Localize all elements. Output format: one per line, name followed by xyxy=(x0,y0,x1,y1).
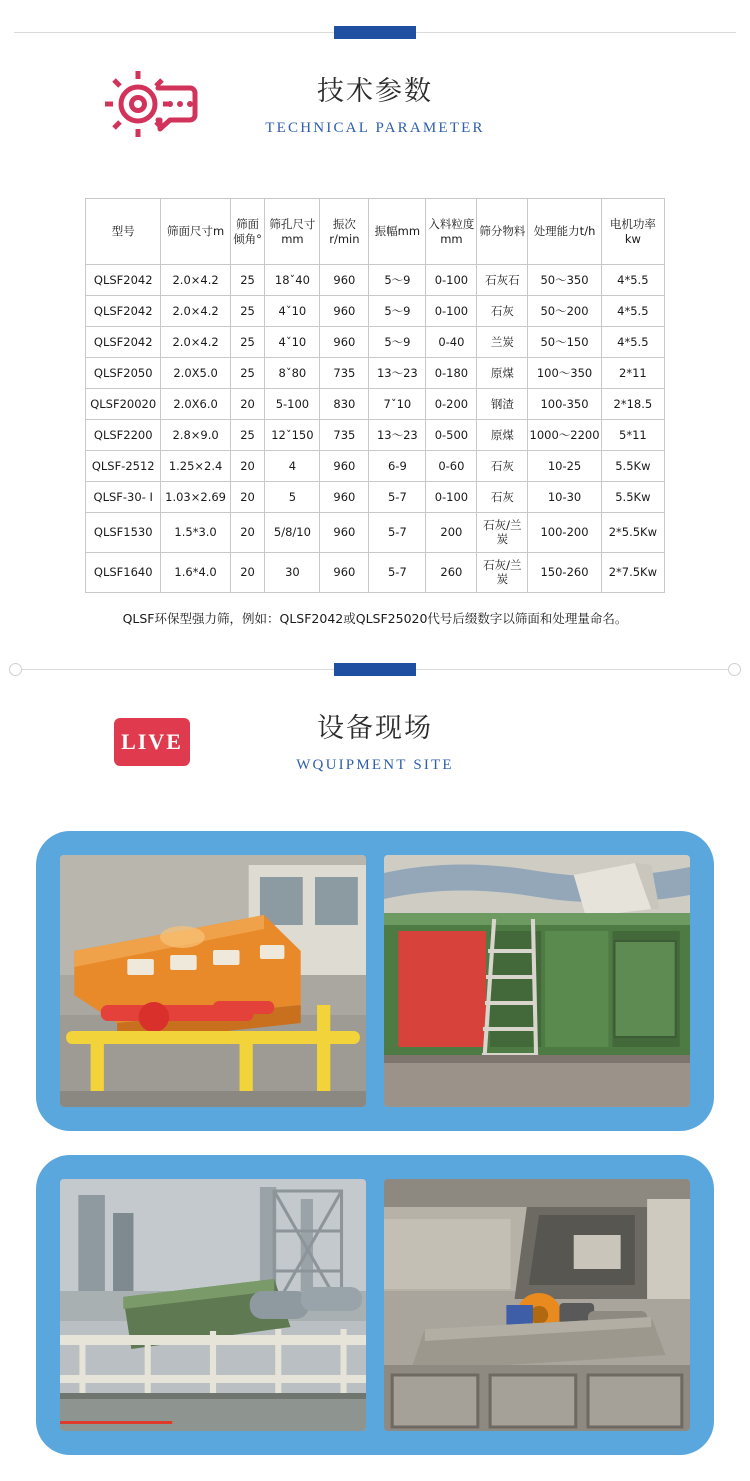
top-divider xyxy=(0,12,750,52)
cell: 石灰 xyxy=(477,482,528,513)
cell: 1.03×2.69 xyxy=(161,482,230,513)
cell: 20 xyxy=(230,552,265,592)
cell: 50～150 xyxy=(528,327,601,358)
cell: 0-60 xyxy=(426,451,477,482)
cell: QLSF2050 xyxy=(86,358,161,389)
cell: 钢渣 xyxy=(477,389,528,420)
cell: 2.0X6.0 xyxy=(161,389,230,420)
cell: 960 xyxy=(320,513,369,553)
col-header: 电机功率kw xyxy=(601,199,664,265)
table-row xyxy=(86,482,665,513)
cell: 25 xyxy=(230,327,265,358)
table-row xyxy=(86,420,665,451)
cell: 5.5Kw xyxy=(601,482,664,513)
table-row xyxy=(86,296,665,327)
cell: QLSF2200 xyxy=(86,420,161,451)
cell: 2*7.5Kw xyxy=(601,552,664,592)
cell: 原煤 xyxy=(477,358,528,389)
cell: QLSF-30- I xyxy=(86,482,161,513)
cell: QLSF-2512 xyxy=(86,451,161,482)
cell: 18ˇ40 xyxy=(265,265,320,296)
cell: 1.5*3.0 xyxy=(161,513,230,553)
cell: QLSF20020 xyxy=(86,389,161,420)
cell: 960 xyxy=(320,482,369,513)
table-row xyxy=(86,389,665,420)
bottom-spacer xyxy=(0,1455,750,1481)
table-row xyxy=(86,451,665,482)
cell: 兰炭 xyxy=(477,327,528,358)
cell: 4*5.5 xyxy=(601,265,664,296)
cell: 0-500 xyxy=(426,420,477,451)
spec-table-body xyxy=(86,265,665,593)
mid-divider xyxy=(0,649,750,689)
col-header: 型号 xyxy=(86,199,161,265)
cell: 0-100 xyxy=(426,265,477,296)
cell: 4*5.5 xyxy=(601,296,664,327)
cell: 0-100 xyxy=(426,482,477,513)
section-title-en: TECHNICAL PARAMETER xyxy=(265,120,485,136)
cell: 20 xyxy=(230,482,265,513)
table-header-row xyxy=(86,199,665,265)
cell: QLSF1640 xyxy=(86,552,161,592)
cell: 1.25×2.4 xyxy=(161,451,230,482)
cell: 2.0×4.2 xyxy=(161,296,230,327)
cell: 100～350 xyxy=(528,358,601,389)
cell: 2.0X5.0 xyxy=(161,358,230,389)
plant-outdoor-equipment-photo xyxy=(60,1179,366,1431)
cell: 100-350 xyxy=(528,389,601,420)
section-title-cn: 技术参数 xyxy=(317,76,433,107)
cell: 5～9 xyxy=(369,327,426,358)
orange-vibrating-screen-photo xyxy=(60,855,366,1107)
col-header: 筛面尺寸m xyxy=(161,199,230,265)
table-row xyxy=(86,552,665,592)
col-header: 筛分物料 xyxy=(477,199,528,265)
cell: 2*11 xyxy=(601,358,664,389)
cell: 5/8/10 xyxy=(265,513,320,553)
table-row xyxy=(86,358,665,389)
indoor-screen-drive-photo xyxy=(384,1179,690,1431)
cell: 13～23 xyxy=(369,358,426,389)
cell: 0-40 xyxy=(426,327,477,358)
cell: 2*18.5 xyxy=(601,389,664,420)
cell: 2*5.5Kw xyxy=(601,513,664,553)
cell: 2.8×9.0 xyxy=(161,420,230,451)
cell: 0-100 xyxy=(426,296,477,327)
col-header: 振次r/min xyxy=(320,199,369,265)
cell: 735 xyxy=(320,420,369,451)
cell: 6-9 xyxy=(369,451,426,482)
spec-table-wrapper xyxy=(85,198,665,627)
cell: 5～9 xyxy=(369,265,426,296)
cell: 735 xyxy=(320,358,369,389)
cell: 8ˇ80 xyxy=(265,358,320,389)
cell: 0-200 xyxy=(426,389,477,420)
cell: 5-7 xyxy=(369,482,426,513)
col-header: 振幅mm xyxy=(369,199,426,265)
cell: 260 xyxy=(426,552,477,592)
cell: 960 xyxy=(320,327,369,358)
divider-accent-bar xyxy=(334,26,416,39)
cell: 25 xyxy=(230,420,265,451)
cell: 5 xyxy=(265,482,320,513)
cell: QLSF1530 xyxy=(86,513,161,553)
cell: QLSF2042 xyxy=(86,327,161,358)
cell: 2.0×4.2 xyxy=(161,265,230,296)
divider-dot-left xyxy=(9,663,22,676)
cell: QLSF2042 xyxy=(86,296,161,327)
table-row xyxy=(86,327,665,358)
cell: 50～200 xyxy=(528,296,601,327)
cell: 石灰/兰炭 xyxy=(477,513,528,553)
cell: 5.5Kw xyxy=(601,451,664,482)
cell: 石灰/兰炭 xyxy=(477,552,528,592)
photo-panel-top xyxy=(36,831,714,1131)
header-titles xyxy=(0,709,750,774)
cell: 4*5.5 xyxy=(601,327,664,358)
cell: 960 xyxy=(320,296,369,327)
col-header: 入料粒度mm xyxy=(426,199,477,265)
cell: 7ˇ10 xyxy=(369,389,426,420)
cell: 石灰石 xyxy=(477,265,528,296)
cell: 12ˇ150 xyxy=(265,420,320,451)
cell: 50～350 xyxy=(528,265,601,296)
technical-parameter-header xyxy=(0,66,750,176)
spec-table-head xyxy=(86,199,665,265)
cell: 200 xyxy=(426,513,477,553)
cell: 13～23 xyxy=(369,420,426,451)
cell: QLSF2042 xyxy=(86,265,161,296)
cell: 960 xyxy=(320,265,369,296)
cell: 5-7 xyxy=(369,513,426,553)
table-row xyxy=(86,513,665,553)
cell: 25 xyxy=(230,265,265,296)
spec-table xyxy=(85,198,665,593)
cell: 25 xyxy=(230,296,265,327)
section-title-en: WQUIPMENT SITE xyxy=(296,756,454,773)
cell: 4ˇ10 xyxy=(265,327,320,358)
cell: 1.6*4.0 xyxy=(161,552,230,592)
cell: 4ˇ10 xyxy=(265,296,320,327)
cell: 20 xyxy=(230,451,265,482)
cell: 100-200 xyxy=(528,513,601,553)
photo-panel-bottom xyxy=(36,1155,714,1455)
cell: 960 xyxy=(320,552,369,592)
equipment-site-header xyxy=(0,703,750,813)
cell: 5*11 xyxy=(601,420,664,451)
cell: 150-260 xyxy=(528,552,601,592)
header-titles xyxy=(0,72,750,137)
cell: 830 xyxy=(320,389,369,420)
cell: 20 xyxy=(230,389,265,420)
cell: 10-25 xyxy=(528,451,601,482)
cell: 20 xyxy=(230,513,265,553)
table-note: QLSF环保型强力筛，例如：QLSF2042或QLSF25020代号后缀数字以筛面和处理量命名。 xyxy=(122,610,628,626)
live-badge-label: LIVE xyxy=(114,718,190,766)
col-header: 筛面倾角° xyxy=(230,199,265,265)
cell: 2.0×4.2 xyxy=(161,327,230,358)
cell: 10-30 xyxy=(528,482,601,513)
divider-dot-right xyxy=(728,663,741,676)
cell: 石灰 xyxy=(477,296,528,327)
cell: 石灰 xyxy=(477,451,528,482)
cell: 1000～2200 xyxy=(528,420,601,451)
section-title-cn: 设备现场 xyxy=(317,712,433,744)
cell: 960 xyxy=(320,451,369,482)
divider-accent-bar xyxy=(334,663,416,676)
cell: 25 xyxy=(230,358,265,389)
col-header: 处理能力t/h xyxy=(528,199,601,265)
cell: 4 xyxy=(265,451,320,482)
table-row xyxy=(86,265,665,296)
col-header: 筛孔尺寸mm xyxy=(265,199,320,265)
cell: 5-100 xyxy=(265,389,320,420)
cell: 0-180 xyxy=(426,358,477,389)
green-screening-machine-photo xyxy=(384,855,690,1107)
cell: 原煤 xyxy=(477,420,528,451)
cell: 30 xyxy=(265,552,320,592)
cell: 5-7 xyxy=(369,552,426,592)
cell: 5～9 xyxy=(369,296,426,327)
